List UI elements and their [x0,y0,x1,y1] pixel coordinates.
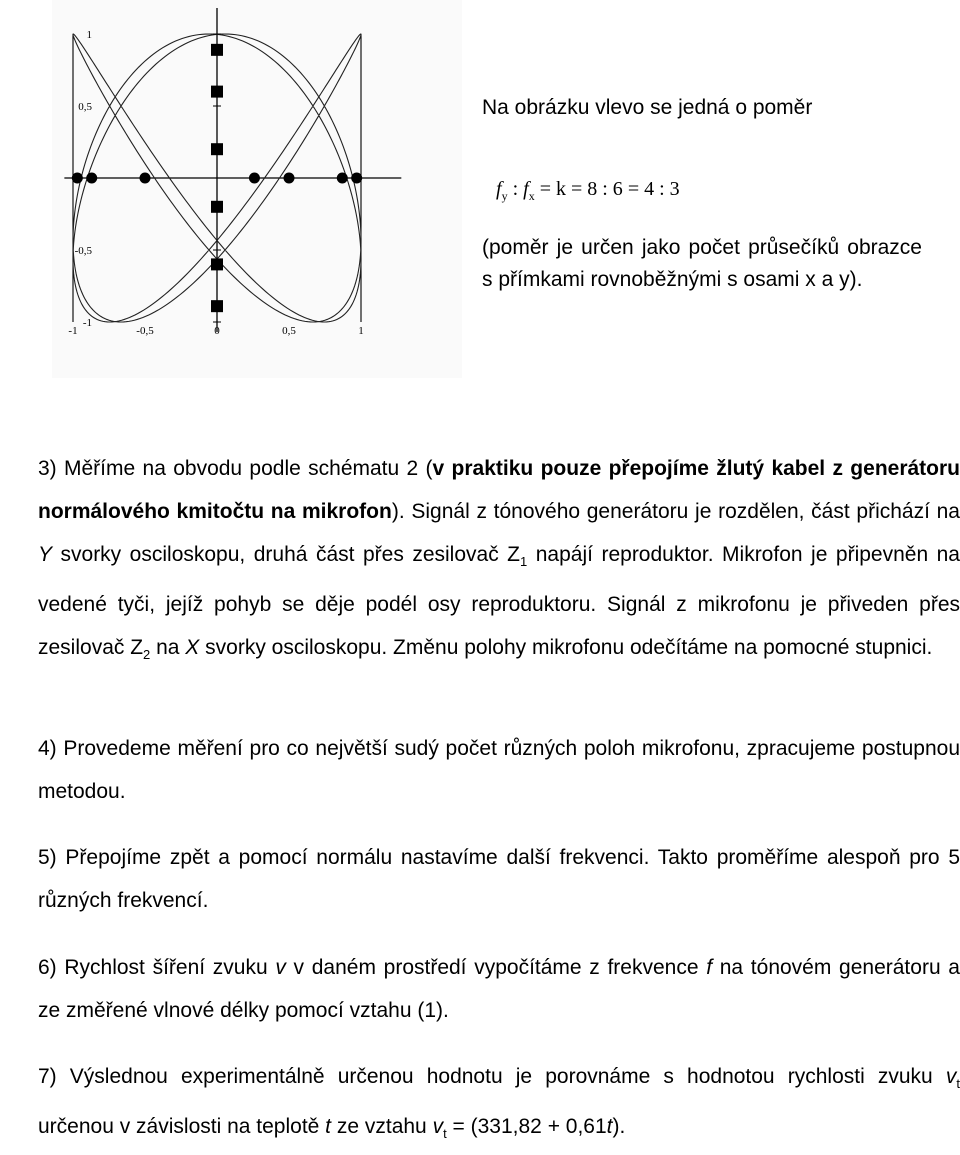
p7-t2: určenou v závislosti na teplotě [38,1115,326,1139]
p6-t2: v daném prostředí vypočítáme z frekvence [285,956,707,979]
p7-t1: 7) Výslednou experimentálně určenou hodnotu je porovnáme s hodnotou rychlosti zvuku [38,1065,946,1088]
x-tick-label: 0 [214,325,220,337]
x-tick-label: 0,5 [282,325,296,337]
lissajous-figure [52,0,462,378]
paragraph-3 [38,447,960,676]
formula-eq-k: = k = [539,178,583,200]
formula-ratio1: 8 : 6 [587,178,623,200]
p3-bold: v praktiku pouze přepojíme žlutý kabel z generátoru normálového kmitočtu na mikrofon [38,457,960,523]
p3-t5: svorky osciloskopu. Změnu polohy mikrofonu odečítáme na pomocné stupnici. [199,636,933,660]
formula-ratio2: 4 : 3 [644,178,680,200]
circle-marker [284,173,295,184]
paragraph-5: 5) Přepojíme zpět a pomocí normálu nastavíme další frekvenci. Takto proměříme alespoň pro 5 různých frekvencí. [38,846,960,912]
p3-z2: 2 [143,647,151,663]
square-marker [211,86,223,98]
p7-v2: v [432,1115,444,1139]
paragraph-4: 4) Provedeme měření pro co největší sudý počet různých poloh mikrofonu, zpracujeme postupnou metodou. [38,737,960,803]
circle-marker [351,173,362,184]
circle-marker [337,173,348,184]
x-tick-label: 1 [358,325,364,337]
p3-t1: ). Signál z tónového generátoru je rozdělen, část přichází na [391,500,960,523]
circle-marker [249,173,260,184]
p7-t: t [325,1115,332,1139]
p3-t4: na [150,636,186,660]
p3-x: X [185,636,200,660]
p7-t-italic: t [606,1115,613,1139]
ratio-note: (poměr je určen jako počet průsečíků obrazce s přímkami rovnoběžnými s osami x a y). [482,236,922,291]
p6-t1: 6) Rychlost šíření zvuku [38,956,276,979]
formula-sub-y: y [501,189,508,203]
circle-marker [86,173,97,184]
p3-z1: 1 [520,554,528,570]
p7-v: v [945,1065,957,1088]
paragraph-7 [38,1055,960,1155]
paragraph-6 [38,946,960,1032]
square-marker [211,44,223,56]
side-intro [482,96,922,120]
formula-eq2: = [627,178,640,200]
p3-t2: svorky osciloskopu, druhá část přes zesilovač Z [52,543,521,566]
y-tick-label: 0,5 [78,101,92,113]
circle-marker [72,173,83,184]
p3-t3: napájí reproduktor. Mikrofon je připevněn na vedené tyči, jejíž pohyb se děje podél osy reproduktoru. Signál z mikrofonu je přiveden přes zesilovač Z [38,543,960,660]
p6-f: f [706,956,713,979]
y-tick-label: -0,5 [74,245,92,257]
x-tick-label: -1 [68,325,78,337]
p6-t3: na tónovém generátoru a ze změřené vlnové délky pomocí vztahu (1). [38,956,960,1022]
square-marker [211,300,223,312]
ratio-formula [496,178,680,204]
formula-f1: f [496,178,502,200]
square-marker [211,201,223,213]
p3-num: 3) Měříme na obvodu podle schématu 2 ( [38,457,433,480]
y-tick-label: -1 [82,317,92,329]
p3-y: Y [38,543,53,566]
formula-sub-x: x [528,189,535,203]
intro-text: Na obrázku vlevo se jedná o poměr [482,96,813,119]
lissajous-plot [52,0,462,378]
p7-t3: ze vztahu [331,1115,433,1139]
formula-colon: : [512,178,519,200]
x-tick-label: -0,5 [136,325,154,337]
p7-sub: t [956,1076,960,1092]
p7-t4: = (331,82 + 0,61 [446,1115,607,1139]
y-tick-label: 1 [86,29,92,41]
square-marker [211,143,223,155]
p6-v: v [275,956,286,979]
circle-marker [140,173,151,184]
formula-f2: f [523,178,529,200]
square-marker [211,258,223,270]
p7-sub2: t [443,1126,447,1142]
p7-t5: ). [612,1115,626,1139]
